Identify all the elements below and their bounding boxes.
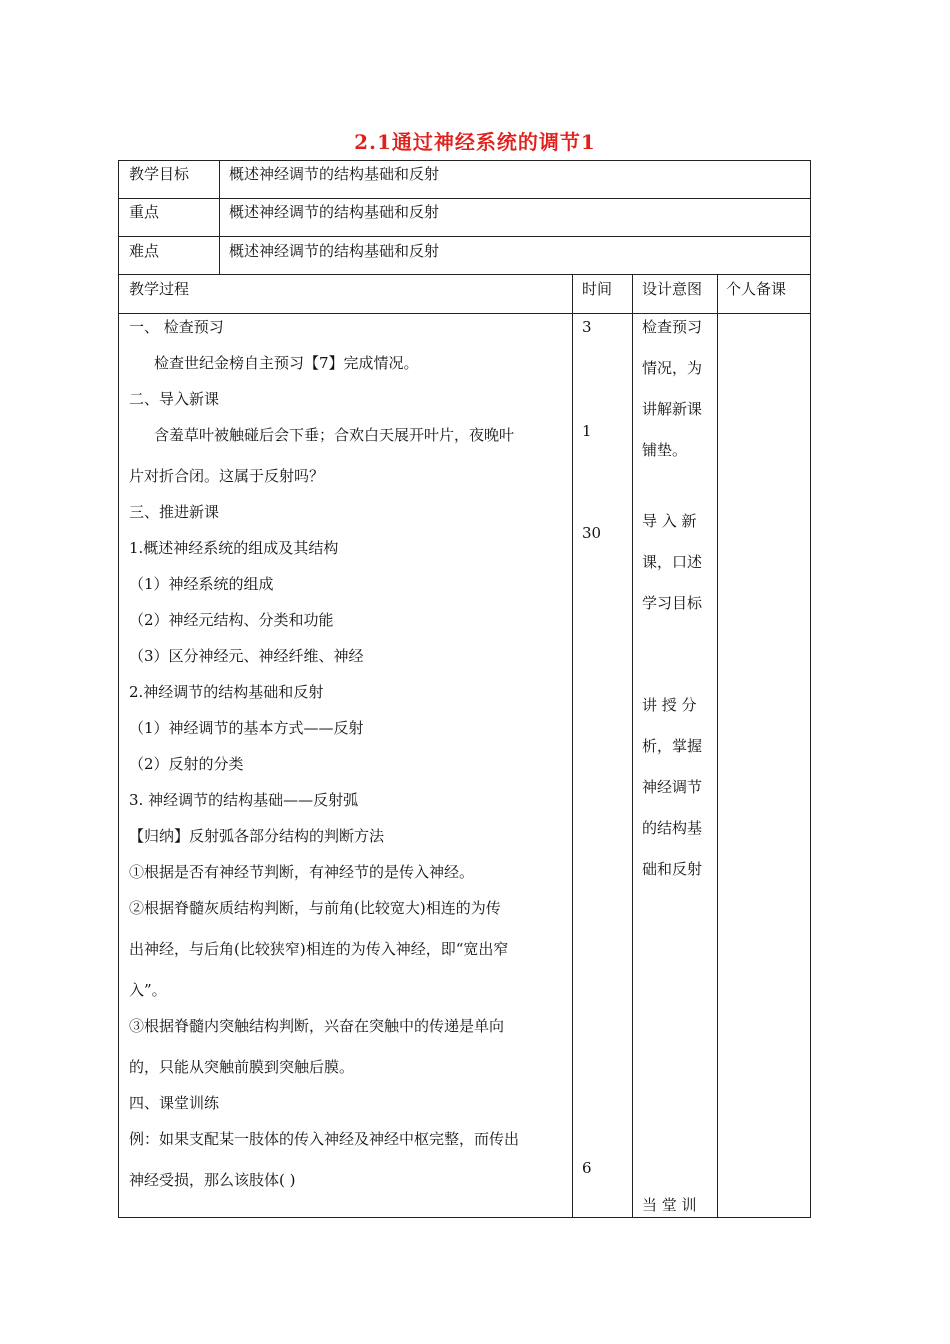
process-line: 的，只能从突触前膜到突触后膜。 xyxy=(129,1058,355,1076)
row-divider xyxy=(118,198,811,199)
process-line: （1）神经调节的基本方式——反射 xyxy=(129,719,364,737)
intent-line: 析，掌握 xyxy=(642,737,703,755)
label-key-point: 重点 xyxy=(129,203,160,221)
time-value: 3 xyxy=(582,318,592,336)
process-line: 二、导入新课 xyxy=(129,390,220,408)
time-value: 1 xyxy=(582,422,592,440)
process-line: 入”。 xyxy=(129,981,167,999)
process-line: 检查世纪金榜自主预习【7】完成情况。 xyxy=(154,354,419,372)
process-line: 1.概述神经系统的组成及其结构 xyxy=(129,539,339,557)
value-key-point: 概述神经调节的结构基础和反射 xyxy=(229,203,440,221)
time-value: 30 xyxy=(582,524,602,542)
table-border-top xyxy=(118,160,811,161)
process-line: 含羞草叶被触碰后会下垂；合欢白天展开叶片，夜晚叶 xyxy=(154,426,515,444)
value-teaching-goal: 概述神经调节的结构基础和反射 xyxy=(229,165,440,183)
process-line: 一、 检查预习 xyxy=(129,318,224,336)
time-value: 6 xyxy=(582,1159,592,1177)
process-line: 例：如果支配某一肢体的传入神经及神经中枢完整，而传出 xyxy=(129,1130,520,1148)
process-line: ①根据是否有神经节判断，有神经节的是传入神经。 xyxy=(129,863,475,881)
label-column-divider xyxy=(219,160,220,275)
intent-line: 情况，为 xyxy=(642,359,703,377)
value-difficulty: 概述神经调节的结构基础和反射 xyxy=(229,242,440,260)
process-line: 3. 神经调节的结构基础——反射弧 xyxy=(129,791,359,809)
intent-line: 当 堂 训 xyxy=(642,1196,697,1214)
process-line: ②根据脊髓灰质结构判断，与前角(比较宽大)相连的为传 xyxy=(129,899,501,917)
column-header-process: 教学过程 xyxy=(129,280,190,298)
column-header-intent: 设计意图 xyxy=(642,280,703,298)
intent-line: 铺垫。 xyxy=(642,441,688,459)
intent-line: 讲解新课 xyxy=(642,400,703,418)
process-line: （1）神经系统的组成 xyxy=(129,575,274,593)
intent-line: 讲 授 分 xyxy=(642,696,697,714)
time-column-divider xyxy=(572,274,573,1218)
process-line: （3）区分神经元、神经纤维、神经 xyxy=(129,647,364,665)
intent-line: 课，口述 xyxy=(642,553,703,571)
process-line: 三、推进新课 xyxy=(129,503,220,521)
personal-column-divider xyxy=(717,274,718,1218)
intent-line: 导 入 新 xyxy=(642,512,697,530)
label-teaching-goal: 教学目标 xyxy=(129,165,190,183)
intent-column-divider xyxy=(632,274,633,1218)
intent-line: 础和反射 xyxy=(642,860,703,878)
intent-line: 的结构基 xyxy=(642,819,703,837)
row-divider xyxy=(118,274,811,275)
process-line: 出神经，与后角(比较狭窄)相连的为传入神经，即“宽出窄 xyxy=(129,940,509,958)
table-border-right xyxy=(810,160,811,1218)
table-border-bottom xyxy=(118,1217,811,1218)
intent-line: 学习目标 xyxy=(642,594,703,612)
process-line: （2）反射的分类 xyxy=(129,755,244,773)
process-line: 【归纳】反射弧各部分结构的判断方法 xyxy=(129,827,385,845)
label-difficulty: 难点 xyxy=(129,242,160,260)
row-divider xyxy=(118,236,811,237)
document-title: 2.1通过神经系统的调节1 xyxy=(354,130,596,154)
process-line: 片对折合闭。这属于反射吗？ xyxy=(129,467,325,485)
process-line: ③根据脊髓内突触结构判断，兴奋在突触中的传递是单向 xyxy=(129,1017,505,1035)
process-line: 神经受损，那么该肢体( ) xyxy=(129,1171,296,1189)
process-line: 2.神经调节的结构基础和反射 xyxy=(129,683,324,701)
table-border-left xyxy=(118,160,119,1218)
column-header-time: 时间 xyxy=(582,280,613,298)
intent-line: 检查预习 xyxy=(642,318,703,336)
column-header-personal: 个人备课 xyxy=(726,280,787,298)
row-divider xyxy=(118,313,811,314)
process-line: 四、课堂训练 xyxy=(129,1094,220,1112)
intent-line: 神经调节 xyxy=(642,778,703,796)
process-line: （2）神经元结构、分类和功能 xyxy=(129,611,334,629)
